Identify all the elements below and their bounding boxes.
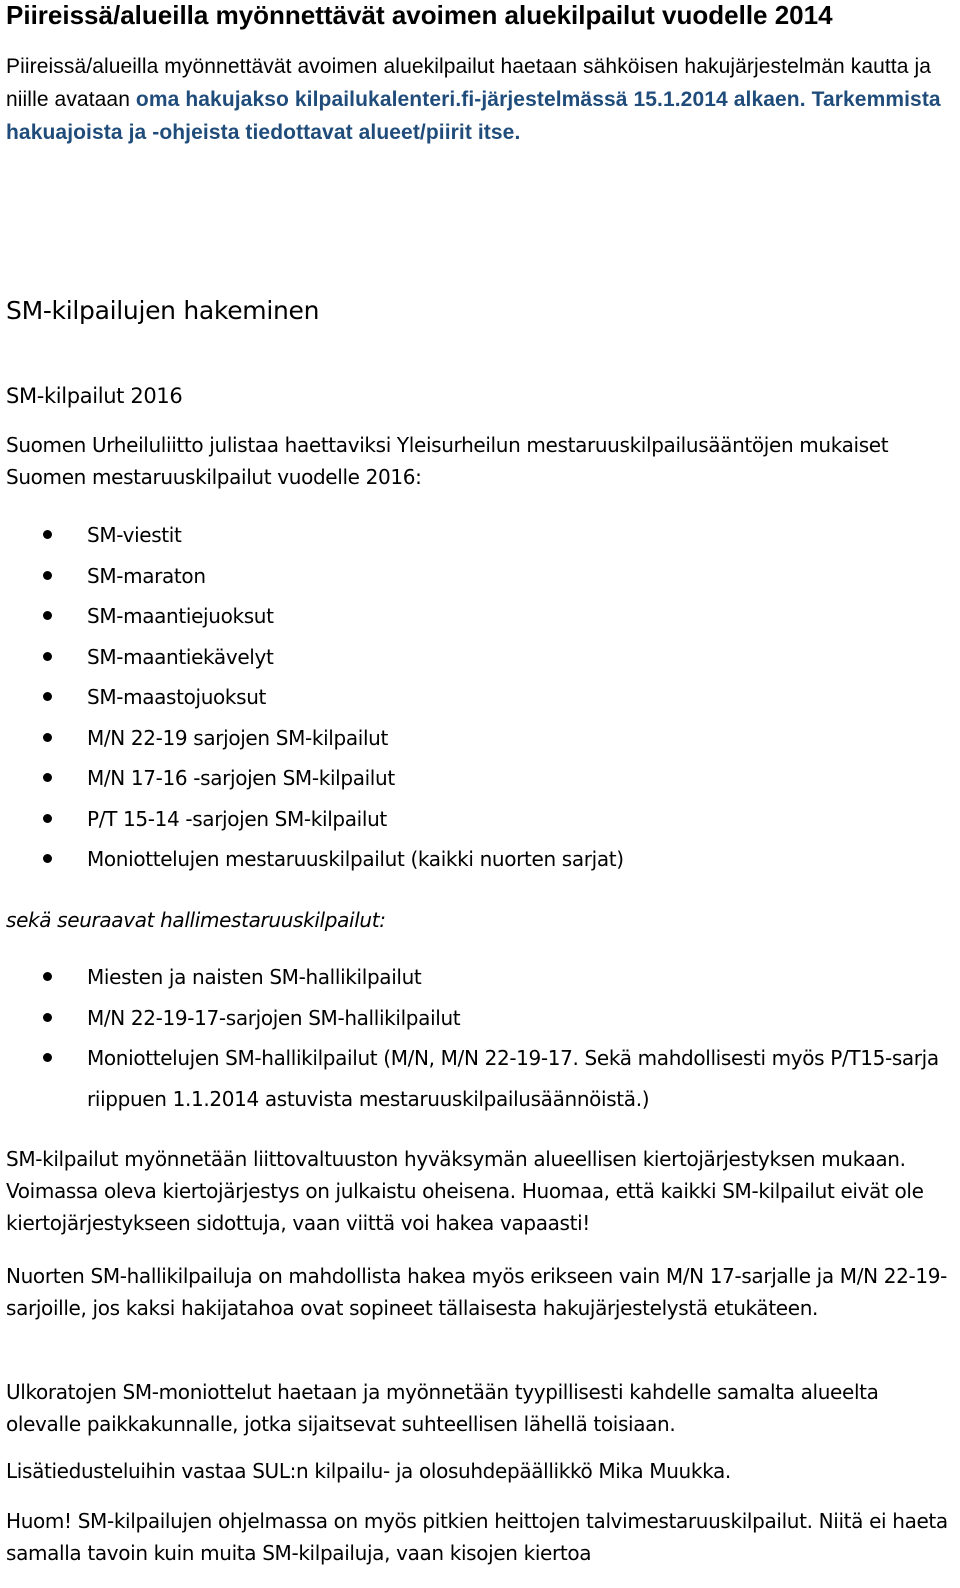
list-item-label: M/N 17-16 -sarjojen SM-kilpailut <box>87 766 395 790</box>
sm-section-heading: SM-kilpailujen hakeminen <box>6 296 320 325</box>
list-item <box>0 637 956 678</box>
intro-2016-paragraph: Suomen Urheiluliitto julistaa haettaviksi Yleisurheilun mestaruuskilpailusääntöjen mukaiset Suomen mestaruuskilpailut vuodelle 2016: <box>6 433 889 489</box>
bullet-icon <box>43 814 52 823</box>
bullet-icon <box>43 530 52 539</box>
bullet-icon <box>43 571 52 580</box>
main-heading: Piireissä/alueilla myönnettävät avoimen aluekilpailut vuodelle 2014 <box>6 0 833 30</box>
list-item <box>0 596 956 637</box>
intro-paragraph <box>6 50 956 149</box>
list-item-label: SM-maantiekävelyt <box>87 644 274 669</box>
list-item <box>0 839 956 880</box>
youth-hall-paragraph: Nuorten SM-hallikilpailuja on mahdollista hakea myös erikseen vain M/N 17-sarjalle ja M/N 22-19-sarjoille, jos kaksi hakijatahoa ovat sopineet tällaisesta hakujärjestelystä etukäteen. <box>6 1264 947 1320</box>
list-item-label: SM-maraton <box>87 563 206 588</box>
list-item <box>0 515 956 556</box>
list-item <box>0 957 956 998</box>
list-item-label: Miesten ja naisten SM-hallikilpailut <box>87 965 422 989</box>
bullet-icon <box>43 733 52 742</box>
list-item <box>0 718 956 759</box>
bullet-icon <box>43 773 52 782</box>
bullet-icon <box>43 854 52 863</box>
list-item-label: SM-maantiejuoksut <box>87 604 274 628</box>
intro-text: Piireissä/alueilla myönnettävät avoimen aluekilpailut haetaan sähköisen hakujärjestelmän kautta ja niille avataan <box>6 55 932 111</box>
list-item-label: SM-maastojuoksut <box>87 685 267 709</box>
intro-application-period: oma hakujakso kilpailukalenteri.fi-järjestelmässä 15.1.2014 alkaen. <box>135 88 806 111</box>
bullet-icon <box>43 692 52 701</box>
list-item-label: Moniottelujen mestaruuskilpailut (kaikki nuorten sarjat) <box>87 847 624 871</box>
contact-paragraph: Lisätiedusteluihin vastaa SUL:n kilpailu- ja olosuhdepäällikkö Mika Muukka. <box>6 1459 731 1483</box>
bullet-icon <box>43 1053 52 1062</box>
list-item-label: M/N 22-19-17-sarjojen SM-hallikilpailut <box>87 1005 461 1030</box>
list-item-label: M/N 22-19 sarjojen SM-kilpailut <box>87 725 388 750</box>
list-item-label: Moniottelujen SM-hallikilpailut (M/N, M/N 22-19-17. Sekä mahdollisesti myös P/T15-sarja riippuen 1.1.2014 astuvista mestaruuskilpailusäännöistä.) <box>87 1046 939 1111</box>
sm-2016-subheading: SM-kilpailut 2016 <box>6 384 183 408</box>
combined-events-paragraph: Ulkoratojen SM-moniottelut haetaan ja myönnetään tyypillisesti kahdelle samalta alueelta olevalle paikkakunnalle, jotka sijaitsevat suhteellisen lähellä toisiaan. <box>6 1380 879 1436</box>
bullet-icon <box>43 972 52 981</box>
outdoor-championships-list <box>0 515 956 880</box>
intro-instructions-note: Tarkemmista hakuajoista ja -ohjeista tiedottavat alueet/piirit itse. <box>6 88 941 144</box>
rotation-paragraph: SM-kilpailut myönnetään liittovaltuuston hyväksymän alueellisen kiertojärjestyksen mukaan. Voimassa oleva kiertojärjestys on julkaistu oheisena. Huomaa, että kaikki SM-kilpailut eivät ole kiertojärjestykseen sidottuja, vaan viittä voi hakea vapaasti! <box>6 1147 924 1235</box>
list-item <box>0 1038 956 1119</box>
list-item <box>0 799 956 840</box>
list-item-label: SM-viestit <box>87 523 182 547</box>
hall-championships-list <box>0 957 956 1119</box>
hall-championships-intro: sekä seuraavat hallimestaruuskilpailut: <box>6 908 386 932</box>
bullet-icon <box>43 652 52 661</box>
list-item <box>0 758 956 799</box>
list-item <box>0 677 956 718</box>
bullet-icon <box>43 1013 52 1022</box>
list-item-label: P/T 15-14 -sarjojen SM-kilpailut <box>87 806 387 831</box>
bullet-icon <box>43 611 52 620</box>
list-item <box>0 998 956 1039</box>
list-item <box>0 556 956 597</box>
note-paragraph: Huom! SM-kilpailujen ohjelmassa on myös pitkien heittojen talvimestaruuskilpailut. Niitä ei haeta samalla tavoin kuin muita SM-kilpailuja, vaan kisojen kiertoa <box>6 1509 948 1565</box>
